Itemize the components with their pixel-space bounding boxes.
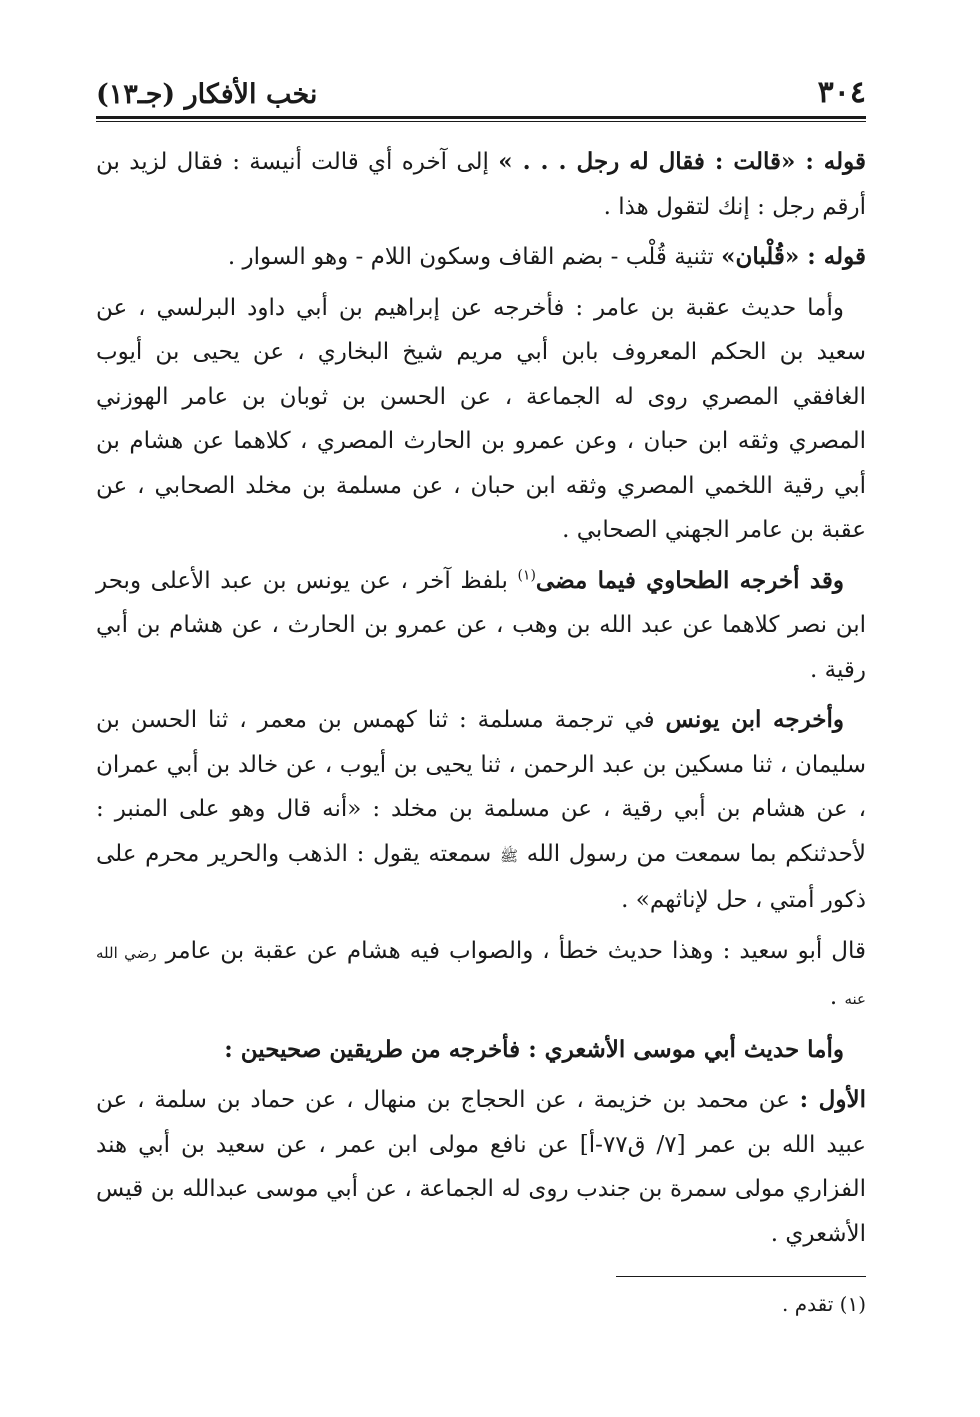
paragraph-text: وأما حديث عقبة بن عامر : فأخرجه عن إبراهيم بن أبي داود البرلسي ، عن سعيد بن الحكم المعروف بابن أبي مريم شيخ البخاري ، عن يحيى بن أيوب الغافقي المصري روى له الجماعة ، عن الحسن بن ثوبان بن عامر الهوزني المصري وثقه ابن حبان ، وعن عمرو بن الحارث المصري ، كلاهما عن هشام بن أبي رقية اللخمي المصري وثقه ابن حبان ، عن مسلمة بن مخلد الصحابي ، عن عقبة بن عامر الجهني الصحابي . <box>96 294 866 543</box>
paragraph-qulban <box>96 235 866 280</box>
document-page <box>96 60 866 1321</box>
paragraph-abu-said <box>96 929 866 1022</box>
honorific-glyph: رضي الله عنه <box>96 943 866 1008</box>
footnote-rule <box>616 1276 866 1277</box>
paragraph-text: قال أبو سعيد : وهذا حديث خطأ ، والصواب فيه هشام عن عقبة بن عامر <box>156 937 866 964</box>
paragraph-text: إلى آخره أي قالت أنيسة : فقال لزيد بن أرقم رجل : إنك لتقول هذا . <box>96 149 866 220</box>
paragraph-lead: قوله : «قُلْبان» <box>721 243 866 270</box>
honorific-glyph: ﷺ <box>499 846 519 865</box>
book-title: نخب الأفكار (جـ١٣) <box>96 79 318 110</box>
paragraph-first-route <box>96 1078 866 1256</box>
paragraph-text: بلفظ آخر ، عن يونس بن عبد الأعلى وبحر ابن نصر كلاهما عن عبد الله بن وهب ، عن عمرو بن الحارث ، عن هشام بن أبي رقية . <box>96 567 866 683</box>
paragraph-text-continued: . <box>829 984 845 1010</box>
paragraph-lead: وقد أخرجه الطحاوي فيما مضى <box>535 566 844 594</box>
paragraph-text: في ترجمة مسلمة : ثنا كهمس بن معمر ، ثنا الحسن بن سليمان ، ثنا مسكين بن عبد الرحمن ، ثنا يحيى بن أيوب ، عن خالد بن أبي عمران ، عن هشام بن أبي رقية ، عن مسلمة بن مخلد : «أنه قال وهو على المنبر : لأحدثنكم بما سمعت من رسول الله <box>96 707 866 867</box>
paragraph-ibn-yunus <box>96 698 866 923</box>
paragraph-text: تثنية قُلْب - بضم القاف وسكون اللام - وهو السوار . <box>227 244 722 270</box>
footnote-marker: (١) <box>517 566 536 583</box>
paragraph-abu-musa-heading <box>96 1028 866 1073</box>
paragraph-lead: وأخرجه ابن يونس <box>665 706 845 733</box>
paragraph-lead: الأول : <box>799 1086 866 1113</box>
header-rule <box>96 116 866 122</box>
paragraph-lead: وأما حديث أبي موسى الأشعري : فأخرجه من طريقين صحيحين : <box>224 1035 844 1063</box>
paragraph-text: عن محمد بن خزيمة ، عن الحجاج بن منهال ، عن حماد بن سلمة ، عن عبيد الله بن عمر [٧/ ق٧٧-أ] عن نافع مولى ابن عمر ، عن سعيد بن أبي هند الفزاري مولى سمرة بن جندب روى له الجماعة ، عن أبي موسى عبدالله بن قيس الأشعري . <box>96 1087 867 1247</box>
paragraph-qawluhu-qalat <box>96 140 866 229</box>
running-header <box>96 60 866 110</box>
footnote: (١) تقدم . <box>781 1292 866 1316</box>
paragraph-lead: قوله : «قالت : فقال له رجل . . . » <box>498 148 866 175</box>
page-number: ٣٠٤ <box>817 75 866 110</box>
paragraph-uqba-hadith <box>96 286 866 553</box>
paragraph-tahawi <box>96 559 866 693</box>
paragraph-text-continued: سمعته يقول : الذهب والحرير محرم على ذكور أمتي ، حل لإناثهم» . <box>96 840 866 913</box>
